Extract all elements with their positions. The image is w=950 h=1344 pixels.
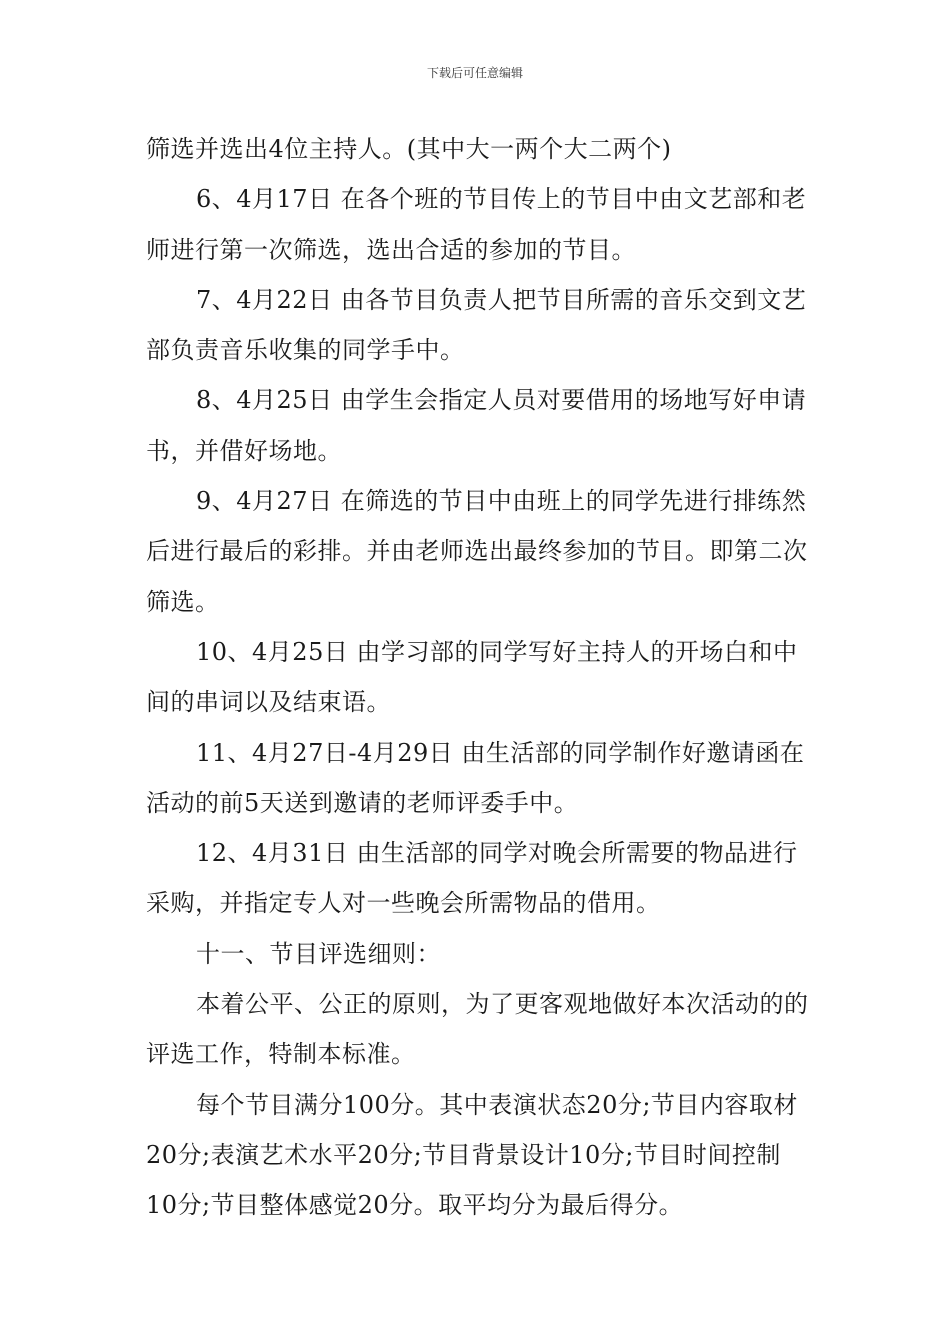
paragraph-item-6: 6、4月17日 在各个班的节目传上的节目中由文艺部和老师进行第一次筛选，选出合适的参加的节目。	[146, 185, 807, 264]
document-body	[146, 124, 810, 1231]
page-header: 下载后可任意编辑	[426, 66, 523, 80]
paragraph-item-11: 11、4月27日-4月29日 由生活部的同学制作好邀请函在活动的前5天送到邀请的老师评委手中。	[146, 738, 805, 817]
paragraph-item-8: 8、4月25日 由学生会指定人员对要借用的场地写好申请书，并借好场地。	[146, 386, 807, 465]
paragraph-item-12: 12、4月31日 由生活部的同学对晚会所需要的物品进行采购，并指定专人对一些晚会所需物品的借用。	[146, 839, 798, 918]
paragraph-item-9: 9、4月27日 在筛选的节目中由班上的同学先进行排练然后进行最后的彩排。并由老师选出最终参加的节目。即第二次筛选。	[146, 487, 808, 616]
paragraph-scoring-criteria: 每个节目满分100分。其中表演状态20分;节目内容取材20分;表演艺术水平20分;节目背景设计10分;节目时间控制10分;节目整体感觉20分。取平均分为最后得分。	[146, 1090, 798, 1220]
paragraph-host-selection: 筛选并选出4位主持人。(其中大一两个大二两个)	[146, 135, 672, 163]
paragraph-item-7: 7、4月22日 由各节目负责人把节目所需的音乐交到文艺部负责音乐收集的同学手中。	[146, 285, 807, 365]
paragraph-judging-principle: 本着公平、公正的原则，为了更客观地做好本次活动的的评选工作，特制本标准。	[146, 990, 809, 1069]
section-heading-judging-rules: 十一、节目评选细则：	[196, 939, 441, 968]
paragraph-item-10: 10、4月25日 由学习部的同学写好主持人的开场白和中间的串词以及结束语。	[146, 637, 798, 717]
